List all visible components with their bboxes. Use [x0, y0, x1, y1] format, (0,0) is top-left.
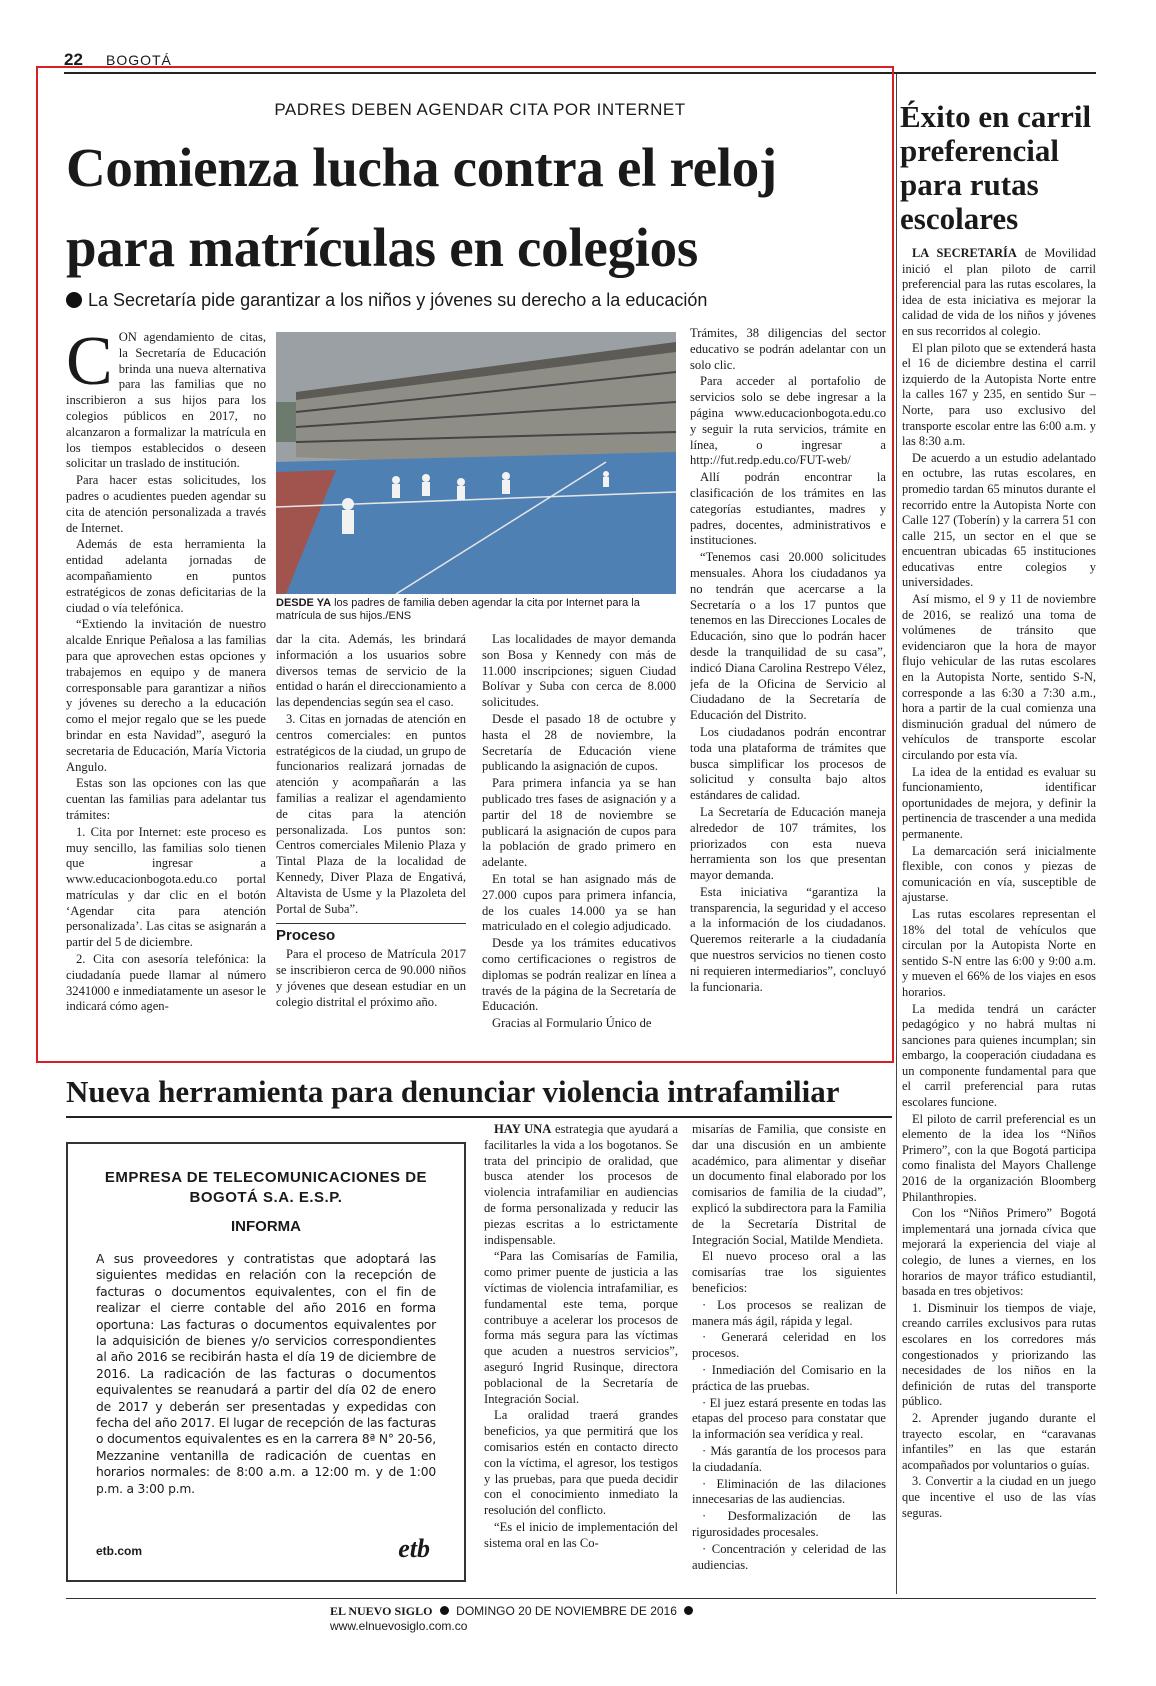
paragraph: dar la cita. Además, les brindará información a los usuarios sobre diversos temas de servicio de la entidad o harán el direccionamiento a las dependencias según sea el caso. [276, 632, 466, 710]
footer-url: www.elnuevosiglo.com.co [330, 1619, 468, 1633]
paragraph-text: de Movilidad inició el plan piloto de carril preferencial para las rutas escolares, la idea de esta iniciativa es mejorar la calidad de vida de los niños y jóvenes en sus recorridos al colegio. [902, 246, 1096, 338]
paragraph: En total se han asignado más de 27.000 cupos para primera infancia, de los cuales 14.000 ya se han matriculado en el colegio adjudicado. [482, 871, 676, 934]
paragraph: · Los procesos se realizan de manera más ágil, rápida y legal. [692, 1297, 886, 1328]
second-col-2 [692, 1122, 886, 1592]
paragraph: · El juez estará presente en todas las etapas del proceso para constatar que la información sea verídica y real. [692, 1395, 886, 1442]
paragraph-text: estrategia que ayudará a facilitarles la vida a los bogotanos. Se trata del principio de oralidad, que busca atender los procesos de violencia intrafamiliar en audiencias de forma personalizada y reducir las piezas escritas a lo estrictamente indispensable. [484, 1122, 678, 1247]
main-col-4 [690, 326, 886, 1058]
paragraph: Allí podrán encontrar la clasificación de los trámites en las categorías estudiantes, madres y padres, docentes, administrativos e instituciones. [690, 470, 886, 548]
sidebar-body [902, 246, 1096, 1592]
paragraph: Con los “Niños Primero” Bogotá implementará una jornada cívica que mejorará la experiencia del viaje al colegio, de lunes a viernes, en los horarios de mayor tráfico estudiantil, basada en tres objetivos: [902, 1206, 1096, 1299]
paragraph: · Eliminación de las dilaciones innecesarias de las audiencias. [692, 1476, 886, 1507]
paragraph: · Desformalización de las rigurosidades procesales. [692, 1509, 886, 1539]
paragraph: “Tenemos casi 20.000 solicitudes mensuales. Ahora los ciudadanos ya no tendrán que acercarse a la Secretaría o a los 17 puntos que tenemos en las Direcciones Locales de Educación, sino que lo podrán hacer desde la tranquilidad de su casa”, indicó Diana Carolina Restrepo Vélez, jefa de la Oficina de Servicio al Ciudadano de la Secretaría de Educación del Distrito. [690, 550, 886, 723]
paragraph: El plan piloto que se extenderá hasta el 16 de diciembre destina el carril izquierdo de la Autopista Norte entre la calles 167 y 235, en sentido Sur – Norte, para uso exclusivo del transporte escolar entre las 6:00 a.m. y las 8:30 a.m. [902, 340, 1096, 449]
paragraph: “Para las Comisarías de Familia, como primer puente de justicia a las víctimas de violencia intrafamiliar, es fundamental este tema, porque contribuye a acelerar los procesos de forma más segura para las víctimas que acuden a nuestros servicios”, aseguró Ingrid Rusinque, directora poblacional de la Secretaría de Integración Social. [484, 1249, 678, 1406]
etb-advertisement [66, 1142, 466, 1582]
paragraph: Gracias al Formulario Único de [492, 1016, 652, 1031]
paragraph: El nuevo proceso oral a las comisarías trae los siguientes beneficios: [692, 1249, 886, 1295]
paragraph: Desde el pasado 18 de octubre y hasta el 28 de noviembre, la Secretaría de Educación viene publicando la asignación de cupos. [482, 711, 676, 774]
paragraph: 3. Convertir a la ciudad en un juego que incentive el uso de las vías seguras. [902, 1474, 1096, 1520]
paragraph: “Extiendo la invitación de nuestro alcalde Enrique Peñalosa a las familias para que aprovechen estas opciones y trabajemos en equipo y de manera corresponsable para garantizar a niños y jóvenes su derecho a la educación como el mejor regalo que se les puede brindar en esta Navidad”, aseguró la secretaria de Educación, María Victoria Angulo. [66, 617, 266, 774]
paragraph: La Secretaría de Educación maneja alrededor de 107 trámites, los priorizados con esta nueva herramienta son los que presentan mayor demanda. [690, 804, 886, 883]
paragraph: Esta iniciativa “garantiza la transparencia, la seguridad y el acceso a la información de los ciudadanos. Queremos reiterarle a la ciudadanía que nuestros servicios no tienen costo ni requieren intermediarios”, concluyó la funcionaria. [690, 884, 886, 994]
paragraph: La demarcación será inicialmente flexible, con conos y piezas de comunicación en vía, susceptible de ajustarse. [902, 843, 1096, 905]
caption-lead: DESDE YA [276, 597, 332, 609]
paragraph: Para primera infancia ya se han publicado tres fases de asignación y a partir del 18 de noviembre se publicará la asignación de cupos para la población de grado primero en adelante. [482, 776, 676, 870]
paragraph: La oralidad traerá grandes beneficios, ya que permitirá que los comisarios estén en contacto directo con la víctima, el agresor, los testigos y las pruebas, para que pueda decidir con el conocimiento inmediato la resolución del conflicto. [484, 1408, 678, 1518]
newspaper-brand: EL NUEVO SIGLO [330, 1604, 433, 1618]
paragraph: Desde ya los trámites educativos como certificaciones o registros de diplomas se podrán realizar en línea a través de la página de la Secretaría de Educación. [482, 936, 676, 1014]
paragraph: · Generará celeridad en los procesos. [692, 1330, 886, 1361]
paragraph: Así mismo, el 9 y 11 de noviembre de 2016, se realizó una toma de volúmenes de tránsito que evidenciaron que la hora de mayor flujo vehicular de las rutas escolares en la Autopista Norte, sentido S-N, corresponde a las 6:30 a 7:30 a.m., hora a partir de la cual comienza una disminución gradual del número de vehículos de transporte escolar circulando por esta vía. [902, 592, 1096, 762]
caption-text: los padres de familia deben agendar la cita por Internet para la matrícula de sus hijos./ENS [276, 597, 640, 622]
bullet-icon [440, 1606, 449, 1615]
page-footer [330, 1604, 830, 1633]
paragraph: Los ciudadanos podrán encontrar toda una plataforma de trámites que busca simplificar los procesos de solicitud y consulta bajo altos estándares de calidad. [690, 724, 886, 803]
page-number: 22 [64, 50, 83, 69]
footer-date: DOMINGO 20 DE NOVIEMBRE DE 2016 [456, 1604, 677, 1618]
main-col-1 [66, 330, 266, 1058]
paragraph: · Más garantía de los procesos para la ciudadanía. [692, 1443, 886, 1474]
paragraph: Las localidades de mayor demanda son Bosa y Kennedy con más de 11.000 inscripciones; siguen Ciudad Bolívar y Suba con cerca de 8.000 solicitudes. [482, 632, 676, 710]
paragraph: Estas son las opciones con las que cuentan las familias para adelantar tus trámites: [66, 776, 266, 822]
paragraph: misarías de Familia, que consiste en dar una discusión en un ambiente académico, para alimentar y diseñar un documento final elaborado por los comisarios de familia de la ciudad”, explicó la subdirectora para la Familia de la Secretaría Distrital de Integración Social, Matilde Mendieta. [692, 1122, 886, 1247]
etb-logo: etb [398, 1534, 430, 1563]
subheadline [66, 290, 886, 311]
bullet-icon [684, 1606, 693, 1615]
paragraph: La idea de la entidad es evaluar su funcionamiento, identificar oportunidades de mejora, y definir la pertinencia de trascender a una medida permanente. [902, 764, 1096, 841]
subheading-proceso: Proceso [276, 923, 466, 944]
paragraph: 1. Cita por Internet: este proceso es muy sencillo, las familias solo tienen que ingresar a www.educacionbogota.edu.co portal matrículas y dar clic en el botón ‘Agendar cita para atención personalizada’. Las citas se asignarán a partir del 5 de diciembre. [66, 824, 266, 950]
main-col-3 [482, 632, 676, 1058]
ad-title: EMPRESA DE TELECOMUNICACIONES DE BOGOTÁ S.A. E.S.P. [104, 1169, 428, 1206]
paragraph: Las rutas escolares representan el 18% del total de vehículos que circulan por la Autopista Norte en sentido S-N entre las 6:00 y 9:00 a.m. y mueven el 66% de los viajes en esos horarios. [902, 906, 1096, 999]
paragraph: 1. Disminuir los tiempos de viaje, creando carriles exclusivos para rutas escolares en los corredores más congestionados y priorizando las necesidades de los niños en la definición de rutas del transporte público. [902, 1300, 1096, 1409]
paragraph: El piloto de carril preferencial es un elemento de la idea los “Niños Primero”, con la que Bogotá participa como finalista del Mayors Challenge 2016 de la organización Bloomberg Philanthropies. [902, 1111, 1096, 1204]
paragraph: · Inmediación del Comisario en la práctica de las pruebas. [692, 1362, 886, 1393]
ad-informa: INFORMA [231, 1218, 301, 1235]
paragraph: “Es el inicio de implementación del sistema oral en las Co- [484, 1519, 678, 1550]
school-photo [276, 332, 676, 594]
paragraph: 3. Citas en jornadas de atención en centros comerciales: en puntos estratégicos de la ciudad, un grupo de funcionarios realizará jornadas de atención y acompañarán a las familias a realizar el agendamiento de citas para la atención personalizada. Los puntos son: Centros comerciales Milenio Plaza y Tintal Plaza de la localidad de Kennedy, Diver Plaza de Engativá, Altavista de Usme y la Plazoleta del Portal de Suba”. [276, 711, 466, 916]
headline-rule [66, 1116, 892, 1118]
subheadline-text: La Secretaría pide garantizar a los niños y jóvenes su derecho a la educación [88, 290, 708, 310]
sidebar-headline: Éxito en carril preferencial para rutas escolares [900, 99, 1092, 236]
second-lead: HAY UNA [494, 1122, 552, 1136]
main-col-2 [276, 632, 466, 1058]
ad-website: etb.com [96, 1544, 143, 1558]
column-rule [896, 74, 897, 1594]
sidebar-lead: LA SECRETARÍA [912, 246, 1017, 260]
main-headline: Comienza lucha contra el reloj para matrículas en colegios [66, 137, 777, 278]
second-headline: Nueva herramienta para denunciar violencia intrafamiliar [66, 1074, 840, 1109]
dropcap: C [66, 330, 113, 400]
paragraph: Para hacer estas solicitudes, los padres o acudientes pueden agendar su cita de atención personalizada a través de Internet. [66, 473, 266, 535]
paragraph: La medida tendrá un carácter pedagógico y no habrá multas ni sanciones para quienes incumplan; sin embargo, la cooperación ciudadana es un componente fundamental para que el carril preferencial para rutas escolares funcione. [902, 1001, 1096, 1110]
footer-rule [66, 1598, 1096, 1599]
photo-caption [276, 597, 676, 623]
paragraph: ON agendamiento de citas, la Secretaría de Educación brinda una nueva alternativa para las familias que no inscribieron a sus hijos para los colegios públicos en 2017, no alcanzaron a formalizar la matrícula en los tiempos establecidos o deseen solicitar un traslado de institución. [66, 330, 266, 471]
paragraph: Para acceder al portafolio de servicios solo se debe ingresar a la página www.educacionbogota.edu.co y seguir la ruta servicios, trámite en línea, o ingresar a http://fut.redp.edu.co/FUT-web/ [690, 374, 886, 468]
paragraph: 2. Aprender jugando durante el trayecto escolar, en “caravanas infantiles” en las que estarán acompañados por voluntarios o guías. [902, 1410, 1096, 1472]
paragraph: Además de esta herramienta la entidad adelanta jornadas de acompañamiento en puntos estratégicos de zonas deficitarias de la ciudad o vía telefónica. [66, 537, 266, 615]
paragraph: Para el proceso de Matrícula 2017 se inscribieron cerca de 90.000 niños y jóvenes que desean estudiar en un colegio distrital el próximo año. [276, 947, 466, 1009]
paragraph: Trámites, 38 diligencias del sector educativo se podrán adelantar con un solo clic. [690, 326, 886, 372]
paragraph: 2. Cita con asesoría telefónica: la ciudadanía puede llamar al número 3241000 e inmediatamente un asesor le indicará cómo agen- [66, 952, 266, 1014]
section-name: BOGOTÁ [106, 52, 172, 68]
paragraph: De acuerdo a un estudio adelantado en octubre, las rutas escolares, en promedio tardan 65 minutos durante el recorrido entre la Autopista Norte con Calle 127 (Toberín) y la carrera 51 con calle 215, un sector en el que se encuentran ubicadas 65 instituciones educativas entre colegios y universidades. [902, 450, 1096, 590]
bullet-icon [66, 292, 82, 308]
paragraph: · Concentración y celeridad de las audiencias. [692, 1541, 886, 1572]
kicker: PADRES DEBEN AGENDAR CITA POR INTERNET [274, 100, 686, 119]
second-col-1 [484, 1122, 678, 1592]
ad-body: A sus proveedores y contratistas que adoptará las siguientes medidas en relación con la recepción de facturas o documentos equivalentes, con el fin de realizar el cierre contable del año 2016 en forma oportuna: Las facturas o documentos equivalentes por la adquisición de bienes y/o servicios correspondientes al año 2016 se recibirán hasta el día 19 de diciembre de 2016. La radicación de las facturas o documentos equivalentes se reanudará a partir del día 02 de enero de 2017 y deberán ser presentadas y expedidas con fecha del año 2017. El lugar de recepción de las facturas o documentos equivalentes es en la carrera 8ª N° 20-56, Mezzanine ventanilla de radicación de cuentas en horarios normales: de 8:00 a.m. a 12:00 m. y de 1:00 p.m. a 3:00 p.m. [96, 1252, 436, 1496]
